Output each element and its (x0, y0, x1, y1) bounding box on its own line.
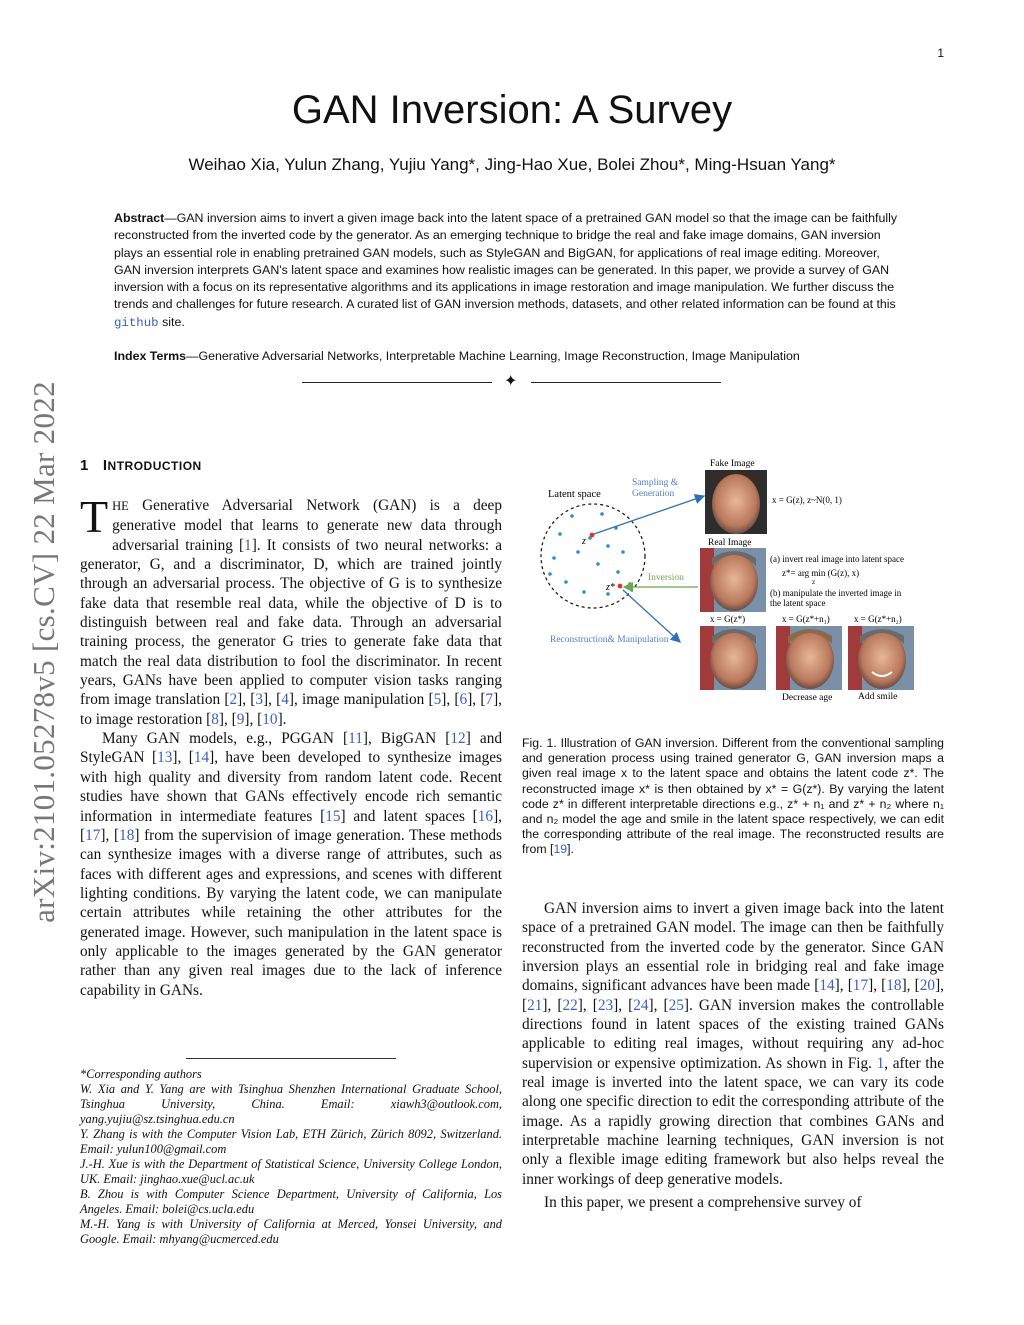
latent-dot (576, 550, 580, 554)
latent-dot (548, 572, 552, 576)
caption-text-end: ]. (567, 842, 574, 857)
citation-link[interactable]: 10 (262, 710, 278, 728)
citation-link[interactable]: 19 (553, 842, 568, 857)
fake-equation: x = G(z), z~N(0, 1) (772, 495, 842, 505)
citation-link[interactable]: 18 (886, 977, 902, 995)
step-b-text: (b) manipulate the inverted image in (770, 588, 902, 598)
latent-dot (606, 544, 610, 548)
zstar-label: z* (606, 582, 615, 593)
index-terms (114, 348, 910, 365)
caption-text: Fig. 1. Illustration of GAN inversion. Different from the conventional sampling and generation process using trained generator G, GAN inversion maps a given real image x to the latent space and obtains the latent code z*. The reconstructed image x* is then obtained by x* = G(z*). By varying the latent code z* in different interpretable directions e.g., z* + n₁ and z* + n₂ where n₁ and n₂ model the age and smile in the latent space respectively, we can edit the corresponding attribute of the real image. The reconstructed results are from [ (522, 736, 944, 857)
footnotes (80, 1067, 502, 1247)
latent-dot (621, 550, 625, 554)
latent-code-zstar-dot (618, 584, 623, 589)
footnote-rule (186, 1058, 396, 1059)
small-caps-word: HE (112, 499, 129, 513)
generation-label: Generation (632, 489, 675, 499)
reconstruction-label: Reconstruction& Manipulation (550, 635, 669, 645)
footnote: B. Zhou is with Computer Science Department, University of California, Los Angeles. Email: bolei@cs.ucla.edu (80, 1187, 502, 1216)
github-link[interactable]: github (114, 315, 159, 330)
latent-code-z-dot (590, 533, 595, 538)
footnote: M.-H. Yang is with University of California at Merced, Yonsei University, and Google. Email: mhyang@ucmerced.edu (80, 1217, 502, 1246)
decrease-age-label: Decrease age (782, 693, 833, 703)
citation-link[interactable]: 23 (597, 996, 614, 1014)
citation-link[interactable]: 8 (211, 710, 219, 728)
citation-link[interactable]: 5 (433, 691, 442, 709)
latent-dot (616, 570, 620, 574)
index-terms-label: Index Terms (114, 349, 187, 363)
latent-dot (570, 514, 574, 518)
latent-dot (582, 590, 586, 594)
text-run: ]. It consists of two neural networks: a generator, G, and a discriminator, D, which are trained jointly through an adversarial process. The objective of G is to synthesize fake data that resemble real data, while the objective of D is to distinguish between real and fake data. Through an adversarial training process, the generator G tries to generate fake data that match the real data distribution to fool the discriminator. In recent years, GANs have been applied to computer vision tasks ranging from image translation [ (80, 536, 502, 709)
left-column (80, 491, 502, 1000)
reconstructed-face-image (700, 626, 766, 690)
footnote: W. Xia and Y. Yang are with Tsinghua Shenzhen International Graduate School, Tsinghua University, China. Email: xiawh3@outlook.com, yang.yujiu@sz.tsinghua.edu.cn (80, 1082, 502, 1126)
separator-rule-right (531, 382, 721, 383)
text-run: ] and latent spaces [ (340, 807, 478, 825)
citation-link[interactable]: 9 (236, 710, 245, 728)
fake-face-image (705, 470, 767, 534)
latent-dot (558, 532, 562, 536)
section-heading (80, 457, 202, 474)
right-column (522, 899, 944, 1213)
citation-link[interactable]: 21 (527, 996, 543, 1014)
text-run: ], to image restoration [ (80, 691, 502, 728)
index-terms-text: —Generative Adversarial Networks, Interpretable Machine Learning, Image Reconstruction, Image Manipulation (186, 349, 800, 363)
real-face-image (700, 548, 766, 612)
real-image-label: Real Image (708, 538, 752, 548)
intro-paragraph-4: In this paper, we present a comprehensive survey of (544, 1194, 862, 1212)
citation-link[interactable]: 24 (633, 996, 649, 1014)
separator-rule-left (302, 382, 492, 383)
text-run: ] and StyleGAN [ (80, 730, 502, 767)
citation-link[interactable]: 12 (450, 730, 466, 748)
intro-paragraph-2: Many GAN models, e.g., PGGAN [11], BigGAN [12] and StyleGAN [13], [14], have been developed to synthesize images with high quality and diversity from random latent code. Recent studies have shown that GANs effectively encode rich semantic information in intermediate features [15] and latent spaces [16], [17], [18] from the supervision of image generation. These methods can synthesize images with a diverse range of attributes, such as faces with different ages and expressions, and scenes with different lighting conditions. By varying the latent code, we can manipulate certain attributes while retaining the other attributes for the generated image. However, such manipulation in the latent space is only applicable to the images generated by the GAN generator rather than any given real images due to the lack of inference capability in GANs. (80, 730, 502, 999)
intro-paragraph-3: GAN inversion aims to invert a given image back into the latent space of a pretrained GAN model. The image can then be faithfully reconstructed from the inverted code by the generator. Since GAN inversion plays an essential role in bridging real and fake image domains, significant advances have been made [14], [17], [18], [20], [21], [22], [23], [24], [25]. GAN inversion makes the controllable directions found in latent spaces of the existing trained GANs applicable to editing real images, without requiring any ad-hoc supervision or expensive optimization. As shown in Fig. 1, after the real image is inverted into the latent space, we can vary its code along one specific direction to edit the corresponding attribute of the image. As a rapidly growing direction that combines GANs and interpretable machine learning techniques, GAN inversion is not only a flexible image editing framework but also helps reveal the inner workings of deep generative models. (522, 900, 945, 1188)
latent-dot (628, 582, 632, 586)
citation-link[interactable]: 11 (348, 730, 363, 748)
latent-dot (600, 512, 604, 516)
fake-image-label: Fake Image (710, 459, 755, 469)
section-title-initial: I (102, 457, 108, 474)
citation-link[interactable]: 14 (193, 749, 210, 767)
footnote: Y. Zhang is with the Computer Vision Lab, ETH Zürich, Zürich 8092, Switzerland. Email: yulun100@gmail.com (80, 1127, 502, 1156)
citation-link[interactable]: 14 (819, 977, 835, 995)
text-run: ], have been developed to synthesize images with high quality and diversity from random latent code. Recent studies have shown that GANs effectively encode rich semantic information in intermediate features [ (80, 749, 502, 825)
step-a-text: (a) invert real image into latent space (770, 554, 904, 564)
citation-link[interactable]: 20 (919, 977, 936, 995)
decrease-age-face-image (776, 626, 842, 690)
citation-link[interactable]: 17 (852, 977, 869, 995)
citation-link[interactable]: 16 (477, 807, 494, 825)
latent-dot (564, 580, 568, 584)
latent-space-label: Latent space (548, 489, 601, 500)
page-number: 1 (937, 46, 944, 60)
add-smile-face-image (848, 626, 914, 690)
citation-link[interactable]: 7 (485, 691, 494, 709)
sampling-label: Sampling & (632, 478, 679, 488)
citation-link[interactable]: 6 (459, 691, 468, 709)
abstract (114, 210, 910, 332)
abstract-text: —GAN inversion aims to invert a given image back into the latent space of a pretrained GAN model so that the image can be faithfully reconstructed from the inverted code by the generator. As an emerging technique to bridge the real and fake image domains, GAN inversion plays an essential role in enabling pretrained GAN models, such as StyleGAN and BigGAN, for applications of real image editing. Moreover, GAN inversion interprets GAN's latent space and examines how realistic images can be generated. In this paper, we provide a survey of GAN inversion with a focus on its representative algorithms and its applications in image restoration and image manipulation. We further discuss the trends and challenges for future research. A curated list of GAN inversion methods, datasets, and other related information can be found at this (114, 211, 898, 312)
intro-paragraph-1: THE Generative Adversarial Network (GAN) is a deep generative model that learns to generate new data through adversarial training [1]. It consists of two neural networks: a generator, G, and a discriminator, D, which are trained jointly through an adversarial process. The objective of G is to synthesize fake data that resemble real data, while the objective of D is to distinguish between real and fake data. Through an adversarial training process, the generator G tries to generate fake data that match the real data distribution to fool the discriminator. In recent years, GANs have been applied to computer vision tasks ranging from image translation [2], [3], [4], image manipulation [5], [6], [7], to image restoration [8], [9], [10]. (80, 491, 502, 728)
abstract-label: Abstract (114, 211, 165, 225)
figure-gan-inversion (520, 456, 950, 706)
section-title-rest: NTRODUCTION (107, 459, 202, 473)
citation-link[interactable]: 3 (255, 691, 263, 709)
text-run: ]. GAN inversion makes the controllable directions found in latent spaces of the existing trained GANs applicable to editing real images, without requiring any ad-hoc supervision or expensive optimization. As shown in Fig. (522, 996, 945, 1072)
step-a-subscript: z (812, 578, 816, 586)
paper-title: GAN Inversion: A Survey (291, 88, 733, 132)
text-run: Generative Adversarial Network (GAN) is a deep generative model that learns to generate new data through adversarial training [ (112, 497, 502, 554)
sampling-arrow (594, 496, 704, 534)
text-run: GAN inversion aims to invert a given image back into the latent space of a pretrained GAN model. The image can then be faithfully reconstructed from the inverted code by the generator. Since GAN inversion plays an essential role in bridging real and fake image domains, significant advances have been made [ (522, 900, 944, 995)
latent-space-circle (541, 504, 645, 608)
step-b-text-2: the latent space (770, 598, 826, 608)
step-a-equation: z*= arg min (G(z), x) (782, 568, 860, 578)
citation-link[interactable]: 4 (281, 691, 289, 709)
citation-link[interactable]: 1 (244, 536, 252, 554)
citation-link[interactable]: 25 (668, 996, 684, 1014)
inversion-label: Inversion (648, 573, 684, 583)
figure-link[interactable]: 1 (876, 1054, 885, 1072)
text-run: ], image manipulation [ (288, 691, 434, 709)
text-run: ], BigGAN [ (362, 730, 451, 748)
z-label: z (582, 536, 586, 547)
section-number: 1 (80, 457, 89, 474)
citation-link[interactable]: 2 (229, 691, 238, 709)
citation-link[interactable]: 18 (119, 826, 135, 844)
latent-dot (596, 562, 600, 566)
drop-cap: T (80, 491, 109, 542)
footnote: *Corresponding authors (80, 1067, 202, 1081)
latent-dot (552, 556, 556, 560)
footnote: J.-H. Xue is with the Department of Statistical Science, University College London, UK. Email: jinghao.xue@ucl.ac.uk (80, 1157, 502, 1186)
add-smile-label: Add smile (858, 692, 898, 702)
n1-label: x = G(z*+n₁) (782, 614, 830, 624)
n2-label: x = G(z*+n₂) (854, 614, 902, 624)
citation-link[interactable]: 15 (325, 807, 341, 825)
abstract-text-end: site. (162, 314, 185, 329)
author-list: Weihao Xia, Yulun Zhang, Yujiu Yang*, Jing-Hao Xue, Bolei Zhou*, Ming-Hsuan Yang* (188, 155, 836, 174)
text-run: Many GAN models, e.g., PGGAN [ (102, 730, 349, 748)
figure-caption (522, 736, 944, 858)
text-run: , after the real image is inverted into the latent space, we can vary its code along one specific direction to edit the corresponding attribute of the image. As a rapidly growing direction that combines GANs and interpretable machine learning techniques, GAN inversion is not only a flexible image editing framework but also helps reveal the inner workings of deep generative models. (522, 1054, 944, 1188)
citation-link[interactable]: 17 (85, 826, 101, 844)
arxiv-stamp: arXiv:2101.05278v5 [cs.CV] 22 Mar 2022 (26, 381, 61, 923)
text-run: ] from the supervision of image generation. These methods can synthesize images with a diverse range of attributes, such as faces with different ages and expressions, and scenes with different lighting conditions. By varying the latent code, we can manipulate certain attributes while retaining the other attributes for the generated image. However, such manipulation in the latent space is only applicable to the images generated by the GAN generator rather than any given real images due to the lack of inference capability in GANs. (80, 826, 502, 999)
recon-label: x = G(z*) (710, 614, 746, 624)
separator-star-icon: ✦ (504, 373, 518, 390)
citation-link[interactable]: 13 (157, 749, 173, 767)
citation-link[interactable]: 22 (562, 996, 578, 1014)
